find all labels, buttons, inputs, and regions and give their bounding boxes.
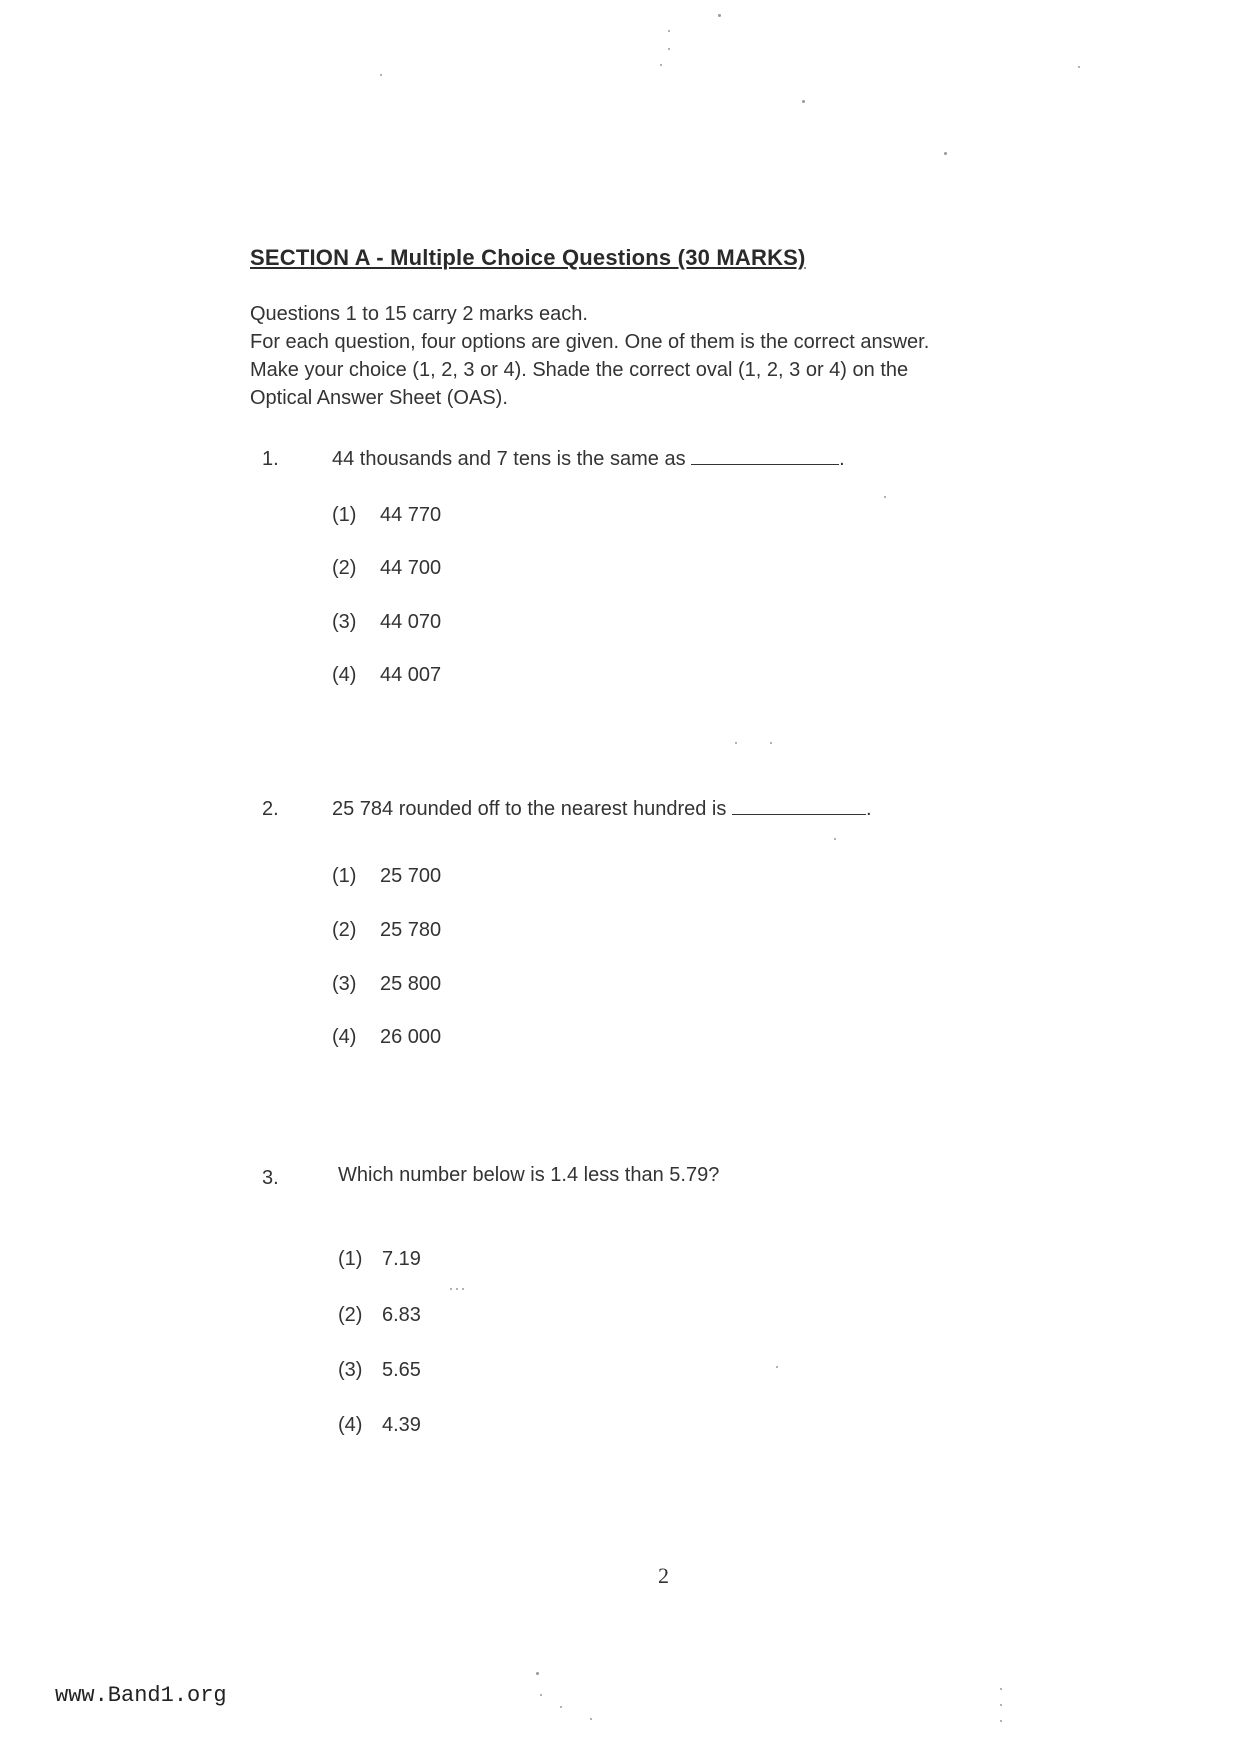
option-value: 25 800: [380, 973, 442, 995]
scan-speck: [944, 152, 947, 155]
option-value: 44 700: [380, 557, 442, 579]
option-label: (4): [338, 1414, 363, 1436]
option-label: (2): [338, 1304, 363, 1326]
scan-speck: [590, 1718, 592, 1720]
option-4: [338, 1414, 421, 1437]
option-label: (1): [338, 1248, 363, 1270]
scan-speck: [770, 742, 772, 744]
scan-speck: [380, 74, 382, 76]
scan-speck: [668, 48, 670, 50]
option-label: (3): [338, 1359, 363, 1381]
scan-speck: [1078, 66, 1080, 68]
scan-speck: [834, 838, 836, 840]
scan-speck: [560, 1706, 562, 1708]
question-text: [338, 1164, 719, 1187]
instructions: [250, 300, 1150, 412]
option-label: (1): [332, 504, 357, 526]
question-end: .: [839, 448, 845, 470]
answer-blank: [691, 448, 839, 465]
question-stem: 25 784 rounded off to the nearest hundred is: [332, 798, 727, 820]
option-3: [332, 973, 441, 996]
question-stem: 44 thousands and 7 tens is the same as: [332, 448, 686, 470]
scan-speck: [462, 1288, 464, 1290]
option-value: 7.19: [382, 1248, 421, 1270]
option-value: 44 770: [380, 504, 442, 526]
instructions-line: Questions 1 to 15 carry 2 marks each.: [250, 303, 588, 325]
question-stem: Which number below is 1.4 less than 5.79?: [338, 1164, 720, 1186]
scan-speck: [668, 30, 670, 32]
scan-speck: [540, 1694, 542, 1696]
page-number: 2: [658, 1563, 669, 1588]
option-1: [332, 865, 441, 888]
section-title: SECTION A - Multiple Choice Questions (30 MARKS): [250, 245, 806, 270]
scan-speck: [718, 14, 721, 17]
option-3: [332, 611, 441, 634]
question-text: [332, 798, 872, 821]
scan-speck: [776, 1366, 778, 1368]
footer-url: www.Band1.org: [55, 1683, 227, 1708]
option-label: (4): [332, 1026, 357, 1048]
answer-blank: [732, 798, 866, 815]
option-label: (3): [332, 611, 357, 633]
option-2: [332, 557, 441, 580]
instructions-line: For each question, four options are given. One of them is the correct answer.: [250, 331, 930, 353]
option-label: (1): [332, 865, 357, 887]
option-3: [338, 1359, 421, 1382]
option-4: [332, 664, 441, 687]
scan-speck: [735, 742, 737, 744]
option-value: 26 000: [380, 1026, 442, 1048]
option-value: 44 007: [380, 664, 442, 686]
option-label: (3): [332, 973, 357, 995]
scan-speck: [536, 1672, 539, 1675]
scan-speck: [1000, 1688, 1002, 1690]
question-number: 2.: [262, 798, 279, 820]
option-2: [332, 919, 441, 942]
option-label: (2): [332, 557, 357, 579]
instructions-line: Optical Answer Sheet (OAS).: [250, 387, 508, 409]
option-value: 25 700: [380, 865, 442, 887]
question-text: [332, 448, 845, 471]
scan-speck: [802, 100, 805, 103]
instructions-line: Make your choice (1, 2, 3 or 4). Shade the correct oval (1, 2, 3 or 4) on the: [250, 359, 909, 381]
scan-speck: [884, 496, 886, 498]
option-value: 4.39: [382, 1414, 421, 1436]
option-value: 44 070: [380, 611, 442, 633]
scan-speck: [1000, 1704, 1002, 1706]
option-2: [338, 1304, 421, 1327]
scan-speck: [456, 1288, 458, 1290]
option-value: 5.65: [382, 1359, 421, 1381]
option-1: [332, 504, 441, 527]
option-value: 25 780: [380, 919, 442, 941]
option-value: 6.83: [382, 1304, 421, 1326]
scan-speck: [660, 64, 662, 66]
option-4: [332, 1026, 441, 1049]
question-number: 3.: [262, 1167, 279, 1189]
question-number: 1.: [262, 448, 279, 470]
question-end: .: [865, 798, 872, 820]
option-1: [338, 1248, 421, 1271]
option-label: (2): [332, 919, 357, 941]
scan-speck: [450, 1288, 452, 1290]
option-label: (4): [332, 664, 357, 686]
scan-speck: [1000, 1720, 1002, 1722]
